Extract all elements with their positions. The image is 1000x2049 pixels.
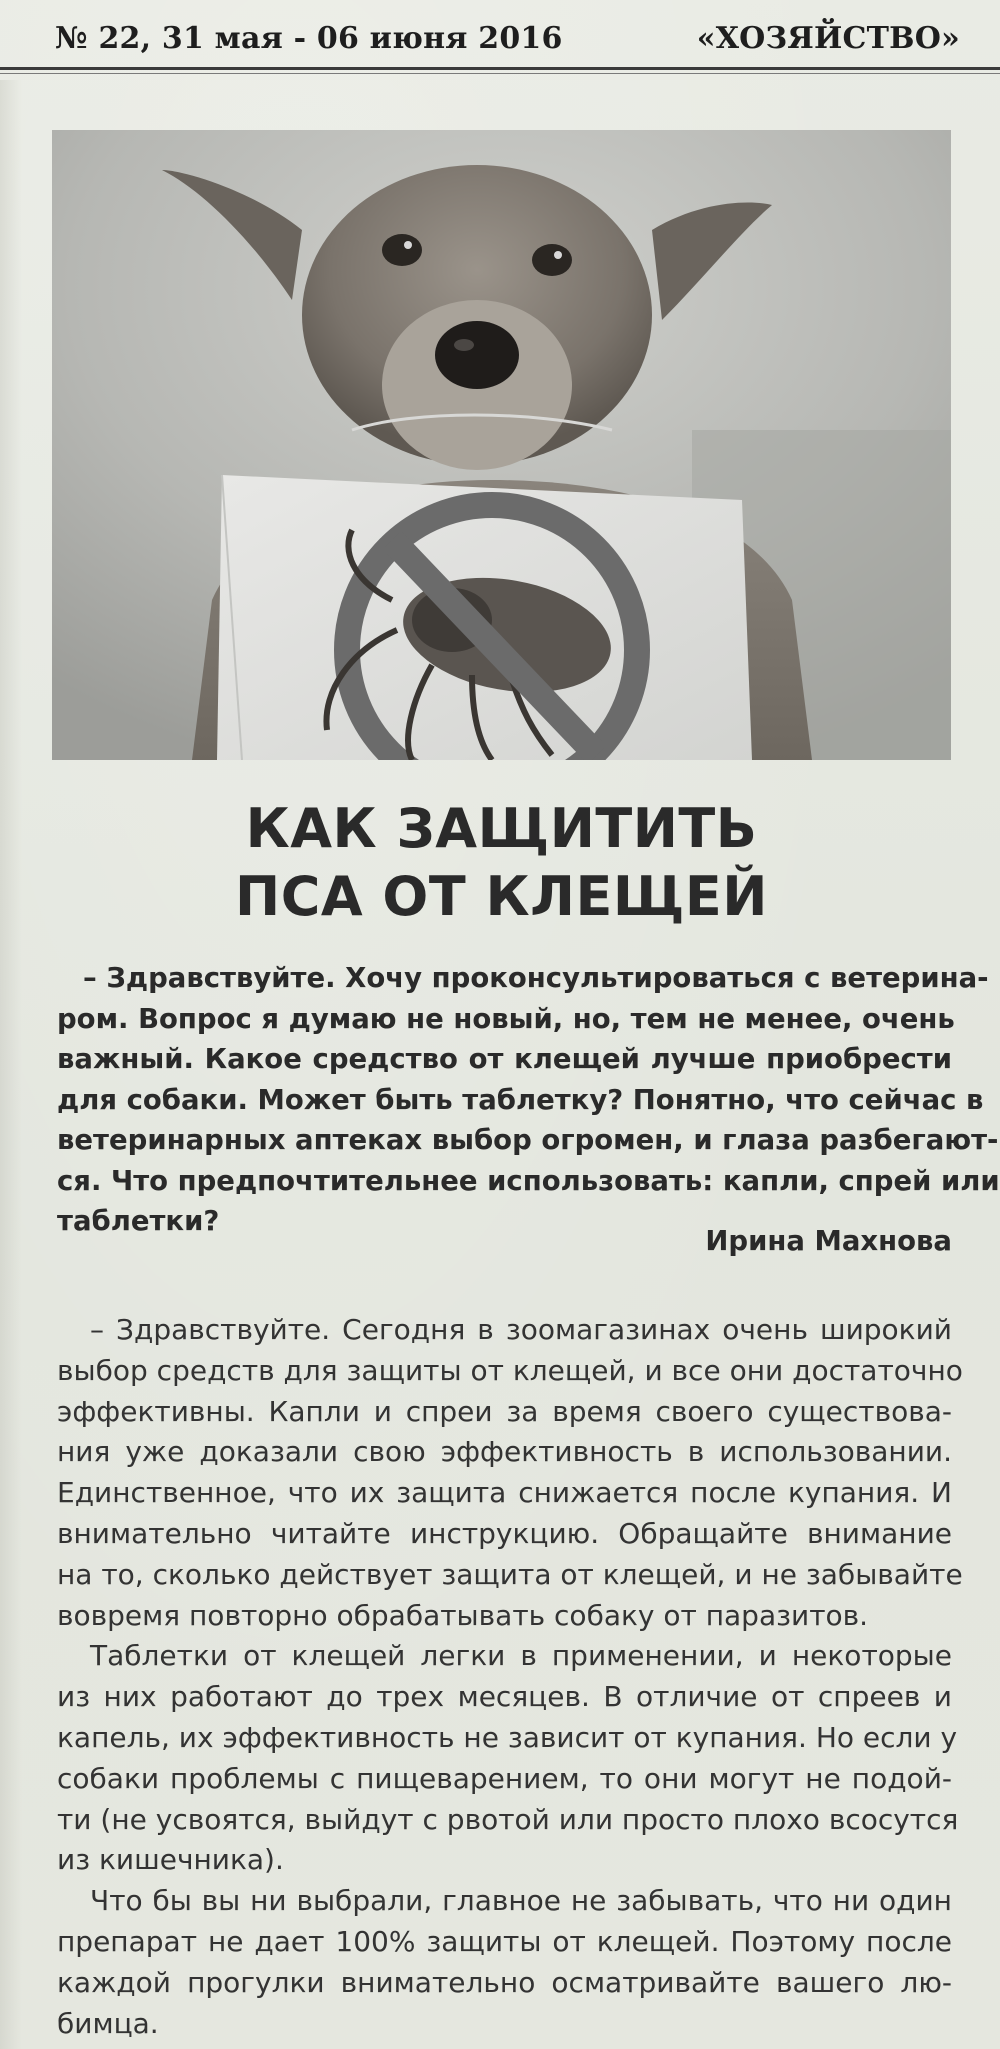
question-author: Ирина Махнова [705, 1225, 952, 1257]
article-photo [52, 130, 951, 760]
answer-line: ния уже доказали свою эффективность в использовании. [57, 1435, 952, 1469]
question-line: ром. Вопрос я думаю не новый, но, тем не менее, очень [57, 1002, 955, 1035]
answer-line: препарат не дает 100% защиты от клещей. Поэтому после [57, 1924, 952, 1958]
answer-line: эффективны. Капли и спреи за время своего существова- [57, 1394, 952, 1428]
answer-line: собаки проблемы с пищеварением, то они могут не подой- [57, 1761, 952, 1795]
answer-line: Что бы вы ни выбрали, главное не забывать, что ни один [90, 1884, 952, 1918]
question-line: ся. Что предпочтительнее использовать: капли, спрей или [57, 1164, 1000, 1197]
answer-line: на то, сколько действует защита от клещей, и не забывайте [57, 1557, 963, 1591]
question-line: ветеринарных аптеках выбор огромен, и глаза разбегают- [57, 1124, 999, 1156]
headline-line-1: КАК ЗАЩИТИТЬ [245, 797, 758, 860]
header-rule-thick [0, 67, 1000, 70]
headline-line-2: ПСА ОТ КЛЕЩЕЙ [235, 865, 768, 928]
answer-line: из кишечника). [57, 1843, 284, 1877]
answer-line: выбор средств для защиты от клещей, и все они достаточно [57, 1353, 963, 1387]
vet-answer [57, 1310, 963, 2044]
issue-info: № 22, 31 мая - 06 июня 2016 [55, 20, 563, 56]
answer-line: Таблетки от клещей легки в применении, и некоторые [90, 1639, 952, 1673]
section-title: «ХОЗЯЙСТВО» [696, 20, 960, 56]
answer-line: вовремя повторно обрабатывать собаку от паразитов. [57, 1598, 869, 1632]
dog-photo [52, 130, 951, 760]
page-margin-shade [0, 80, 22, 2049]
answer-line: ти (не усвоятся, выйдут с рвотой или просто плохо всосутся [57, 1802, 959, 1836]
answer-line: – Здравствуйте. Сегодня в зоомагазинах очень широкий [90, 1313, 952, 1346]
question-line: – Здравствуйте. Хочу проконсультироваться с ветерина- [83, 962, 989, 994]
answer-line: из них работают до трех месяцев. В отличие от спреев и [57, 1680, 952, 1714]
header-rule-thin [0, 73, 1000, 74]
answer-line: внимательно читайте инструкцию. Обращайте внимание [57, 1516, 952, 1550]
reader-question [57, 958, 1000, 1242]
article-headline [52, 795, 951, 931]
answer-line: капель, их эффективность не зависит от купания. Но если у [57, 1720, 958, 1754]
question-line: для собаки. Может быть таблетку? Понятно, что сейчас в [57, 1083, 984, 1116]
answer-line: каждой прогулки внимательно осматривайте вашего лю- [57, 1965, 952, 1999]
question-line: таблетки? [57, 1205, 220, 1237]
page-header [55, 12, 960, 64]
answer-line: Единственное, что их защита снижается после купания. И [57, 1476, 952, 1510]
question-line: важный. Какое средство от клещей лучше приобрести [57, 1043, 952, 1075]
answer-line: бимца. [57, 2006, 159, 2040]
